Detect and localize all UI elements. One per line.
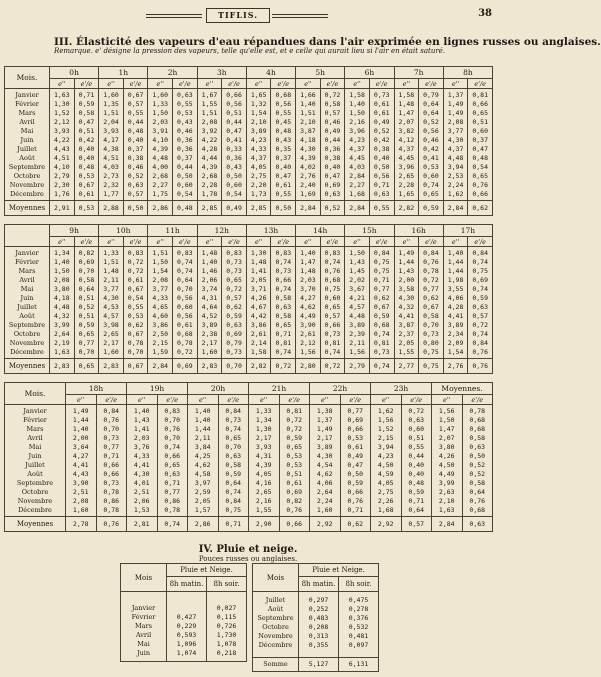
rain-mois-header: Mois bbox=[253, 564, 299, 592]
sub-header-e: e'' bbox=[148, 237, 173, 247]
ratio-values: 0,78 0,68 0,68 0,58 0,63 0,50 0,52 0,52 0,58 0,64 0,76 0,68 bbox=[462, 405, 493, 517]
ratio-values: 0,83 0,70 0,76 0,70 0,74 0,66 0,65 0,63 0,71 0,77 0,86 0,78 bbox=[157, 405, 188, 517]
hour-header: 9h bbox=[50, 225, 99, 237]
months-list: Janvier Février Mars Avril Mai Juin Juillet Août Septembre Octobre Novembre Décembre bbox=[5, 89, 50, 201]
rain-months-left: Janvier Février Mars Avril Mai Juin bbox=[121, 592, 167, 662]
mois-header: Mois. bbox=[5, 67, 50, 89]
rain-matin-header: 8h matin. bbox=[299, 577, 339, 592]
rain-soir-header: 8h soir. bbox=[339, 577, 379, 592]
rain-mois-header: Mois bbox=[121, 564, 167, 592]
hour-header: 7h bbox=[394, 67, 443, 79]
mean-pressure: 2,84 bbox=[296, 201, 321, 216]
sub-header-ratio: e'/e bbox=[340, 395, 371, 405]
pressure-values: 1,67 1,55 1,51 2,08 3,92 4,22 4,28 4,44 4,39 2,68 2,28 1,78 bbox=[197, 89, 222, 201]
mean-pressure: 2,88 bbox=[99, 201, 124, 216]
ratio-values: 0,84 0,76 0,78 0,72 0,77 0,62 0,67 0,58 0,70 0,73 0,80 0,75 bbox=[419, 247, 444, 359]
pressure-values: 1,49 1,44 1,40 2,00 3,64 4,27 4,41 4,43 3,90 2,51 2,08 1,60 bbox=[66, 405, 97, 517]
sub-header-e: e'' bbox=[246, 237, 271, 247]
ratio-values: 0,83 0,73 0,73 0,65 0,72 0,57 0,62 0,59 0,63 0,69 0,79 0,73 bbox=[222, 247, 247, 359]
moyennes-label: Moyennes bbox=[5, 359, 50, 374]
vapour-table-block-1 bbox=[4, 66, 493, 216]
rain-matin-right: 0,297 0,252 0,483 0,208 0,313 0,355 bbox=[299, 592, 339, 658]
mean-ratio: 0,76 bbox=[96, 517, 127, 532]
mean-ratio: 0,63 bbox=[462, 517, 493, 532]
mean-ratio: 0,74 bbox=[369, 359, 394, 374]
hour-header: 13h bbox=[246, 225, 295, 237]
rain-soir-right: 0,475 0,278 0,376 0,532 0,481 0,097 bbox=[339, 592, 379, 658]
section-3-title: III. Élasticité des vapeurs d'eau répandues dans l'air exprimée en lignes russes ou anglaises. bbox=[54, 36, 601, 48]
hour-header: 15h bbox=[345, 225, 394, 237]
pressure-values: 1,60 1,35 1,51 2,04 3,93 4,17 4,38 4,51 4,03 2,73 2,32 1,77 bbox=[99, 89, 124, 201]
header-ornament-left bbox=[146, 14, 202, 18]
mean-ratio: 0,76 bbox=[468, 359, 493, 374]
sub-header-e: e'' bbox=[188, 395, 219, 405]
sub-header-e: e'' bbox=[296, 237, 321, 247]
mean-pressure: 2,76 bbox=[443, 359, 468, 374]
sub-header-e: e'' bbox=[246, 79, 271, 89]
ratio-values: 0,84 0,74 0,75 0,69 0,74 0,59 0,63 0,57 0,72 0,74 0,84 0,76 bbox=[468, 247, 493, 359]
sub-header-ratio: e'/e bbox=[462, 395, 493, 405]
sub-header-ratio: e'/e bbox=[157, 395, 188, 405]
mean-ratio: 0,69 bbox=[173, 359, 198, 374]
sub-header-e: e'' bbox=[99, 237, 124, 247]
hour-header: 17h bbox=[443, 225, 492, 237]
hour-header: 22h bbox=[310, 383, 371, 395]
rain-soir-header: 8h soir. bbox=[207, 577, 247, 592]
sub-header-ratio: e'/e bbox=[96, 395, 127, 405]
sub-header-ratio: e'/e bbox=[419, 79, 444, 89]
pressure-values: 1,50 1,43 1,45 2,02 3,67 4,21 4,57 4,48 3,89 2,39 2,11 1,56 bbox=[345, 247, 370, 359]
hour-header: 16h bbox=[394, 225, 443, 237]
mean-pressure: 2,82 bbox=[394, 201, 419, 216]
mean-ratio: 0,74 bbox=[157, 517, 188, 532]
rain-matin-left: 0,427 0,229 0,593 1,096 1,074 bbox=[167, 592, 207, 662]
rain-group-header: Pluie et Neige. bbox=[299, 564, 379, 577]
hour-header: 18h bbox=[66, 383, 127, 395]
ratio-values: 0,84 0,73 0,74 0,65 0,70 0,63 0,58 0,59 0,64 0,74 0,84 0,75 bbox=[218, 405, 249, 517]
mean-ratio: 0,70 bbox=[222, 359, 247, 374]
hour-header: 4h bbox=[246, 67, 295, 79]
sub-header-ratio: e'/e bbox=[369, 79, 394, 89]
ratio-values: 0,67 0,57 0,55 0,44 0,48 0,40 0,37 0,38 0,46 0,52 0,63 0,57 bbox=[123, 89, 148, 201]
hour-header: 23h bbox=[371, 383, 432, 395]
sub-header-e: e'' bbox=[249, 395, 280, 405]
pressure-values: 1,48 1,40 1,46 2,06 3,74 4,31 4,64 4,52 3,89 2,38 2,17 1,60 bbox=[197, 247, 222, 359]
header-ornament-right bbox=[272, 14, 328, 18]
section-4-subtitle: Pouces russes ou anglaises. bbox=[198, 555, 298, 563]
sub-header-e: e'' bbox=[310, 395, 341, 405]
mean-pressure: 2,81 bbox=[127, 517, 158, 532]
pressure-values: 1,40 1,40 1,44 2,11 3,84 4,25 4,62 4,58 3,97 2,59 2,05 1,57 bbox=[188, 405, 219, 517]
sub-header-e: e'' bbox=[197, 79, 222, 89]
mean-pressure: 2,92 bbox=[371, 517, 402, 532]
hour-header: 14h bbox=[296, 225, 345, 237]
pressure-values: 1,60 1,33 1,50 2,03 3,91 4,10 4,39 4,48 4,00 2,68 2,27 1,75 bbox=[148, 89, 173, 201]
ratio-values: 0,81 0,66 0,65 0,51 0,60 0,37 0,47 0,48 0,54 0,65 0,76 0,66 bbox=[468, 89, 493, 201]
mean-pressure: 2,85 bbox=[246, 201, 271, 216]
mean-ratio: 0,57 bbox=[401, 517, 432, 532]
hour-header: 21h bbox=[249, 383, 310, 395]
page-number: 38 bbox=[478, 8, 492, 19]
rain-group-header: Pluie et Neige. bbox=[167, 564, 247, 577]
mean-ratio: 0,53 bbox=[74, 201, 99, 216]
ratio-values: 0,71 0,59 0,58 0,47 0,51 0,42 0,40 0,40 0,48 0,53 0,67 0,61 bbox=[74, 89, 99, 201]
sub-header-ratio: e'/e bbox=[123, 79, 148, 89]
hour-header: 0h bbox=[50, 67, 99, 79]
pressure-values: 1,66 1,40 1,51 2,10 3,87 4,18 4,30 4,39 4,02 2,76 2,40 1,69 bbox=[296, 89, 321, 201]
sub-header-e: e'' bbox=[432, 395, 463, 405]
ratio-values: 0,66 0,56 0,51 0,44 0,47 0,41 0,33 0,36 0,43 0,50 0,60 0,54 bbox=[222, 89, 247, 201]
pressure-values: 1,58 1,40 1,50 2,16 3,96 4,23 4,37 4,45 4,03 2,84 2,27 1,68 bbox=[345, 89, 370, 201]
ratio-values: 0,83 0,74 0,73 0,66 0,74 0,58 0,63 0,58 0,65 0,71 0,81 0,74 bbox=[271, 247, 296, 359]
mean-ratio: 0,75 bbox=[419, 359, 444, 374]
sub-header-e: e'' bbox=[50, 237, 75, 247]
moyennes-label: Moyennes bbox=[5, 517, 66, 532]
sub-header-ratio: e'/e bbox=[173, 237, 198, 247]
hour-header: 1h bbox=[99, 67, 148, 79]
ratio-values: 0,84 0,75 0,75 0,71 0,77 0,62 0,67 0,59 0,68 0,74 0,81 0,73 bbox=[369, 247, 394, 359]
mean-ratio: 0,50 bbox=[123, 201, 148, 216]
sub-header-ratio: e'/e bbox=[468, 237, 493, 247]
mean-pressure: 2,83 bbox=[197, 359, 222, 374]
mean-pressure: 2,91 bbox=[50, 201, 75, 216]
sub-header-e: e'' bbox=[394, 237, 419, 247]
ratio-values: 0,63 0,55 0,53 0,43 0,46 0,36 0,36 0,37 0,44 0,50 0,60 0,54 bbox=[173, 89, 198, 201]
sub-header-e: e'' bbox=[443, 79, 468, 89]
months-list: Janvier Février Mars Avril Mai Juin Juillet Août Septembre Octobre Novembre Décembre bbox=[5, 247, 50, 359]
hour-header: 19h bbox=[127, 383, 188, 395]
mean-ratio: 0,50 bbox=[271, 201, 296, 216]
sub-header-e: e'' bbox=[296, 79, 321, 89]
ratio-values: 0,83 0,74 0,74 0,64 0,70 0,56 0,60 0,56 0,61 0,68 0,78 0,72 bbox=[173, 247, 198, 359]
page-header bbox=[0, 4, 496, 24]
rain-soir-left: 0,027 0,115 0,726 1,730 1,078 0,218 bbox=[207, 592, 247, 662]
mean-ratio: 0,48 bbox=[173, 201, 198, 216]
sub-header-ratio: e'/e bbox=[468, 79, 493, 89]
sub-header-ratio: e'/e bbox=[369, 237, 394, 247]
pressure-values: 1,63 1,30 1,52 2,12 3,93 4,22 4,43 4,51 4,10 2,79 2,30 1,76 bbox=[50, 89, 75, 201]
ratio-values: 0,77 0,69 0,66 0,53 0,61 0,49 0,47 0,50 0,59 0,66 0,76 0,71 bbox=[340, 405, 371, 517]
mean-ratio: 0,72 bbox=[271, 359, 296, 374]
section-3-remark: Remarque. e' désigne la pression des vapeurs, telle qu'elle est, et e celle qui aurait lieu si l'air en était saturé. bbox=[54, 47, 446, 55]
ratio-values: 0,83 0,74 0,76 0,68 0,75 0,60 0,65 0,57 0,66 0,73 0,81 0,74 bbox=[320, 247, 345, 359]
sub-header-ratio: e'/e bbox=[419, 237, 444, 247]
sub-header-ratio: e'/e bbox=[218, 395, 249, 405]
vapour-table-block-2 bbox=[4, 224, 493, 374]
mean-pressure: 2,84 bbox=[148, 359, 173, 374]
mois-header-empty bbox=[5, 225, 50, 247]
ratio-values: 0,73 0,61 0,61 0,49 0,52 0,42 0,38 0,40 0,50 0,56 0,71 0,63 bbox=[369, 89, 394, 201]
rain-months-right: Juillet Août Septembre Octobre Novembre Décembre bbox=[253, 592, 299, 658]
mean-pressure: 2,82 bbox=[246, 359, 271, 374]
sub-header-ratio: e'/e bbox=[401, 395, 432, 405]
pressure-values: 1,33 1,51 1,48 2,11 3,77 4,30 4,53 4,57 3,98 2,65 2,17 1,60 bbox=[99, 247, 124, 359]
ratio-values: 0,81 0,72 0,72 0,59 0,65 0,53 0,53 0,51 0,61 0,69 0,82 0,76 bbox=[279, 405, 310, 517]
mean-ratio: 0,62 bbox=[468, 201, 493, 216]
sub-header-e: e'' bbox=[148, 79, 173, 89]
hour-header: 20h bbox=[188, 383, 249, 395]
ratio-values: 0,72 0,63 0,60 0,51 0,55 0,44 0,40 0,40 0,48 0,59 0,71 0,64 bbox=[401, 405, 432, 517]
mean-ratio: 0,52 bbox=[320, 201, 345, 216]
sub-header-e: e'' bbox=[371, 395, 402, 405]
pressure-values: 1,62 1,56 1,52 2,15 3,94 4,23 4,50 4,59 4,05 2,75 2,26 1,68 bbox=[371, 405, 402, 517]
pressure-values: 1,34 1,40 1,50 2,08 3,80 4,18 4,48 4,32 3,99 2,64 2,19 1,63 bbox=[50, 247, 75, 359]
ratio-values: 0,72 0,58 0,57 0,46 0,49 0,44 0,36 0,38 0,40 0,47 0,69 0,63 bbox=[320, 89, 345, 201]
sub-header-ratio: e'/e bbox=[279, 395, 310, 405]
sub-header-ratio: e'/e bbox=[222, 79, 247, 89]
rain-matin-header: 8h matin. bbox=[167, 577, 207, 592]
mean-ratio: 0,67 bbox=[123, 359, 148, 374]
hour-header: 5h bbox=[296, 67, 345, 79]
pressure-values: 1,30 1,48 1,41 2,05 3,71 4,26 4,67 4,42 3,86 2,61 2,14 1,58 bbox=[246, 247, 271, 359]
pressure-values: 1,58 1,48 1,47 2,07 3,82 4,12 4,37 4,45 3,96 2,65 2,28 1,65 bbox=[394, 89, 419, 201]
mean-ratio: 0,71 bbox=[218, 517, 249, 532]
pressure-values: 1,51 1,50 1,54 2,08 3,77 4,33 4,65 4,60 3,86 2,50 2,15 1,59 bbox=[148, 247, 173, 359]
mean-pressure: 2,85 bbox=[197, 201, 222, 216]
mean-pressure: 2,77 bbox=[394, 359, 419, 374]
mean-pressure: 2,84 bbox=[345, 201, 370, 216]
mean-ratio: 0,72 bbox=[320, 359, 345, 374]
mean-ratio: 0,55 bbox=[369, 201, 394, 216]
rain-table-right bbox=[252, 563, 379, 672]
sub-header-ratio: e'/e bbox=[74, 79, 99, 89]
sub-header-e: e'' bbox=[66, 395, 97, 405]
mean-pressure: 2,92 bbox=[310, 517, 341, 532]
sub-header-e: e'' bbox=[50, 79, 75, 89]
hour-header: 11h bbox=[148, 225, 197, 237]
mean-pressure: 2,79 bbox=[345, 359, 370, 374]
hour-header: 2h bbox=[148, 67, 197, 79]
moyennes-label: Moyennes bbox=[5, 201, 50, 216]
mean-pressure: 2,86 bbox=[188, 517, 219, 532]
mean-ratio: 0,66 bbox=[279, 517, 310, 532]
mean-pressure: 2,90 bbox=[249, 517, 280, 532]
pressure-values: 1,37 1,49 1,49 2,08 3,77 4,30 4,37 4,48 3,94 2,53 2,24 1,62 bbox=[443, 89, 468, 201]
pressure-values: 1,33 1,34 1,30 2,17 3,93 4,31 4,39 4,05 4,16 2,65 2,16 1,55 bbox=[249, 405, 280, 517]
sub-header-ratio: e'/e bbox=[271, 237, 296, 247]
months-list: Janvier Février Mars Avril Mai Juin Juillet Août Septembre Octobre Novembre Décembre bbox=[5, 405, 66, 517]
vapour-table-block-3 bbox=[4, 382, 493, 532]
mean-pressure: 2,80 bbox=[296, 359, 321, 374]
sub-header-e: e'' bbox=[345, 237, 370, 247]
sub-header-e: e'' bbox=[127, 395, 158, 405]
ratio-values: 0,84 0,76 0,70 0,73 0,77 0,71 0,66 0,66 0,73 0,78 0,86 0,78 bbox=[96, 405, 127, 517]
sub-header-ratio: e'/e bbox=[320, 237, 345, 247]
sub-header-ratio: e'/e bbox=[123, 237, 148, 247]
sub-header-ratio: e'/e bbox=[271, 79, 296, 89]
sub-header-ratio: e'/e bbox=[74, 237, 99, 247]
hour-header: 10h bbox=[99, 225, 148, 237]
sub-header-e: e'' bbox=[394, 79, 419, 89]
mean-ratio: 0,62 bbox=[340, 517, 371, 532]
pressure-values: 1,40 1,47 1,48 2,03 3,70 4,27 4,62 4,49 3,90 2,61 2,12 1,56 bbox=[296, 247, 321, 359]
mean-ratio: 0,59 bbox=[419, 201, 444, 216]
ratio-values: 0,82 0,69 0,70 0,58 0,64 0,51 0,52 0,51 0,59 0,65 0,77 0,70 bbox=[74, 247, 99, 359]
header-title: TIFLIS. bbox=[206, 8, 270, 23]
sub-header-ratio: e'/e bbox=[222, 237, 247, 247]
pressure-values: 1,38 1,37 1,49 2,17 3,89 4,30 4,54 4,62 4,06 2,64 2,24 1,60 bbox=[310, 405, 341, 517]
pressure-values: 1,40 1,44 1,44 1,98 3,55 4,06 4,28 4,41 3,89 2,34 2,09 1,54 bbox=[443, 247, 468, 359]
sub-header-ratio: e'/e bbox=[320, 79, 345, 89]
rain-somme-label: Somme bbox=[253, 658, 299, 672]
mean-pressure: 2,84 bbox=[443, 201, 468, 216]
mean-pressure: 2,83 bbox=[50, 359, 75, 374]
rain-somme-matin: 5,127 bbox=[299, 658, 339, 672]
section-4-title: IV. Pluie et neige. bbox=[198, 544, 298, 555]
mean-pressure: 2,86 bbox=[148, 201, 173, 216]
mean-pressure: 2,78 bbox=[66, 517, 97, 532]
sub-header-e: e'' bbox=[197, 237, 222, 247]
hour-header: Moyennes. bbox=[432, 383, 493, 395]
mean-pressure: 2,83 bbox=[99, 359, 124, 374]
ratio-values: 0,79 0,64 0,64 0,52 0,56 0,46 0,42 0,41 0,53 0,60 0,74 0,65 bbox=[419, 89, 444, 201]
sub-header-e: e'' bbox=[443, 237, 468, 247]
sub-header-e: e'' bbox=[99, 79, 124, 89]
hour-header: 12h bbox=[197, 225, 246, 237]
mean-ratio: 0,49 bbox=[222, 201, 247, 216]
pressure-values: 1,56 1,50 1,47 2,07 3,80 4,26 4,50 4,49 3,99 2,63 2,10 1,63 bbox=[432, 405, 463, 517]
mean-pressure: 2,84 bbox=[432, 517, 463, 532]
sub-header-ratio: e'/e bbox=[173, 79, 198, 89]
rain-table-left bbox=[120, 563, 247, 662]
pressure-values: 1,49 1,44 1,43 2,00 3,58 4,30 4,32 4,41 3,87 2,37 2,05 1,55 bbox=[394, 247, 419, 359]
mois-header: Mois. bbox=[5, 383, 66, 405]
pressure-values: 1,65 1,32 1,54 2,10 3,89 4,23 4,33 4,37 4,05 2,75 2,20 1,73 bbox=[246, 89, 271, 201]
pressure-values: 1,40 1,43 1,41 2,03 3,76 4,33 4,41 4,30 4,01 2,51 2,06 1,53 bbox=[127, 405, 158, 517]
rain-somme-soir: 6,131 bbox=[339, 658, 379, 672]
ratio-values: 0,68 0,56 0,55 0,45 0,48 0,43 0,35 0,37 0,40 0,47 0,61 0,55 bbox=[271, 89, 296, 201]
hour-header: 3h bbox=[197, 67, 246, 79]
mean-ratio: 0,65 bbox=[74, 359, 99, 374]
hour-header: 8h bbox=[443, 67, 492, 79]
ratio-values: 0,83 0,72 0,72 0,61 0,67 0,54 0,55 0,53 0,62 0,67 0,78 0,70 bbox=[123, 247, 148, 359]
sub-header-e: e'' bbox=[345, 79, 370, 89]
hour-header: 6h bbox=[345, 67, 394, 79]
